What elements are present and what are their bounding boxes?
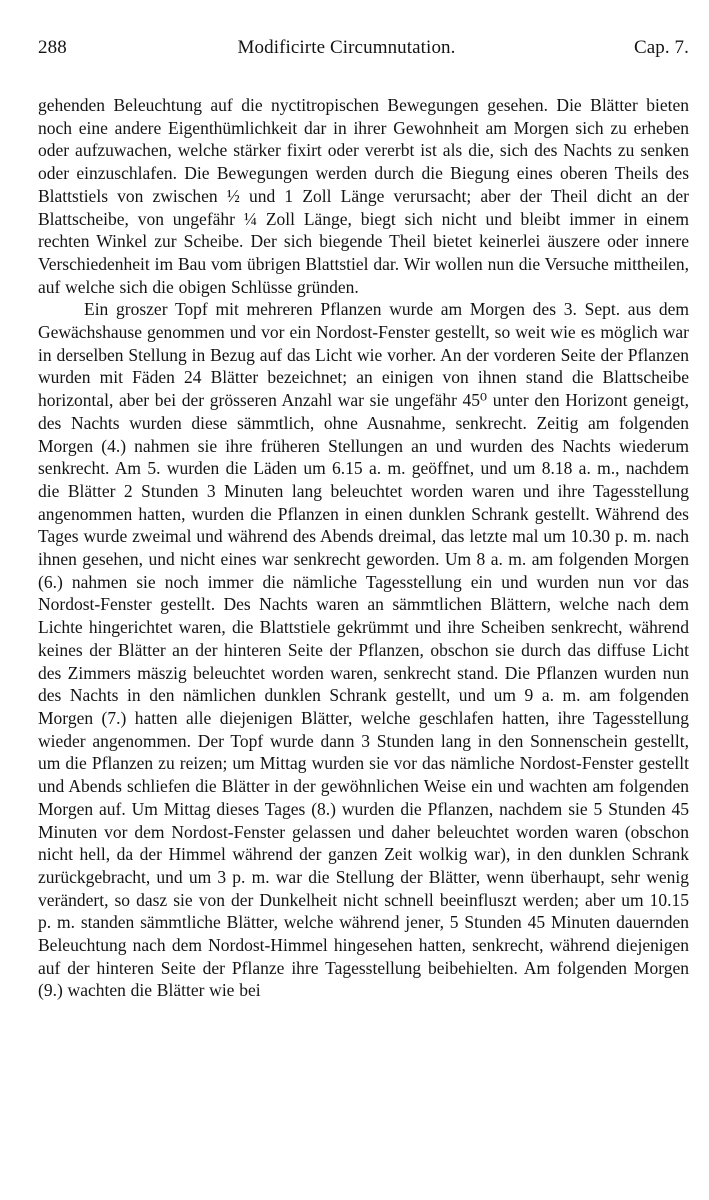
body-text (38, 94, 689, 1002)
running-header (38, 36, 689, 60)
paragraph-continued: gehenden Beleuchtung auf die nyctitropischen Bewegungen gesehen. Die Blätter bieten noch eine andere Eigenthümlichkeit dar in ihrer Gewohnheit am Morgen sich zu erheben oder aufzuwachen, welche stärker fixirt oder vererbt ist als die, sich des Nachts zu senken oder einzuschlafen. Die Bewegungen werden durch die Biegung eines oberen Theils des Blattstiels von zwischen ½ und 1 Zoll Länge verursacht; aber der Theil dicht an der Blattscheibe, von ungefähr ¼ Zoll Länge, biegt sich nicht und bleibt immer in einem rechten Winkel zur Scheibe. Der sich biegende Theil bietet keinerlei äuszere oder innere Verschiedenheit im Bau vom übrigen Blattstiel dar. Wir wollen nun die Versuche mittheilen, auf welche sich die obigen Schlüsse gründen. (38, 95, 689, 297)
running-title: Modificirte Circumnutation. (237, 37, 456, 58)
paragraph-experiment: Ein groszer Topf mit mehreren Pflanzen wurde am Morgen des 3. Sept. aus dem Gewächshause genommen und vor ein Nordost-Fenster gestellt, so weit wie es möglich war in derselben Stellung in Bezug auf das Licht wie vorher. An der vorderen Seite der Pflanzen wurden mit Fäden 24 Blätter bezeichnet; an einigen von ihnen stand die Blattscheibe horizontal, aber bei der grösseren Anzahl war sie ungefähr 45⁰ unter den Horizont geneigt, des Nachts wurden diese sämmtlich, ohne Ausnahme, senkrecht. Zeitig am folgenden Morgen (4.) nahmen sie ihre früheren Stellungen an und wurden des Nachts wiederum senkrecht. Am 5. wurden die Läden um 6.15 a. m. geöffnet, und um 8.18 a. m., nachdem die Blätter 2 Stunden 3 Minuten lang beleuchtet worden waren und ihre Tagesstellung angenommen hatten, wurden die Pflanzen in einen dunklen Schrank gestellt. Während des Tages wurde zweimal und während des Abends dreimal, das letzte mal um 10.30 p. m. nach ihnen gesehen, und nicht eines war senkrecht geworden. Um 8 a. m. am folgenden Morgen (6.) nahmen sie noch immer die nämliche Tagesstellung ein und wurden nun vor das Nordost-Fenster gestellt. Des Nachts waren an sämmtlichen Blättern, welche nach dem Lichte hingerichtet waren, die Blattstiele gekrümmt und ihre Scheiben senkrecht, während keines der Blätter an der hinteren Seite der Pflanzen, obschon sie durch das diffuse Licht des Zimmers mäszig beleuchtet worden waren, senkrecht stand. Die Pflanzen wurden nun des Nachts in den nämlichen dunklen Schrank gestellt, und um 9 a. m. am folgenden Morgen (7.) hatten alle diejenigen Blätter, welche geschlafen hatten, ihre Tagesstellung wieder angenommen. Der Topf wurde dann 3 Stunden lang in den Sonnenschein gestellt, um die Pflanzen zu reizen; um Mittag wurden sie vor das nämliche Nordost-Fenster gestellt und Abends schliefen die Blätter in der gewöhnlichen Weise ein und wachten am folgenden Morgen auf. Um Mittag dieses Tages (8.) wurden die Pflanzen, nachdem sie 5 Stunden 45 Minuten vor dem Nordost-Fenster gelassen und daher beleuchtet worden waren (obschon nicht hell, da der Himmel während der ganzen Zeit wolkig war), in den dunklen Schrank zurückgebracht, und um 3 p. m. war die Stellung der Blätter, wenn überhaupt, sehr wenig verändert, so dasz sie von der Dunkelheit nicht schnell beeinfluszt werden; aber um 10.15 p. m. standen sämmtliche Blätter, welche während jener, 5 Stunden 45 Minuten dauernden Beleuchtung nach dem Nordost-Himmel hingesehen hatten, senkrecht, während diejenigen auf der hinteren Seite der Pflanze ihre Tagesstellung beibehielten. Am folgenden Morgen (9.) wachten die Blätter wie bei (38, 299, 689, 1001)
chapter-label: Cap. 7. (633, 37, 689, 58)
page-number: 288 (38, 37, 67, 58)
